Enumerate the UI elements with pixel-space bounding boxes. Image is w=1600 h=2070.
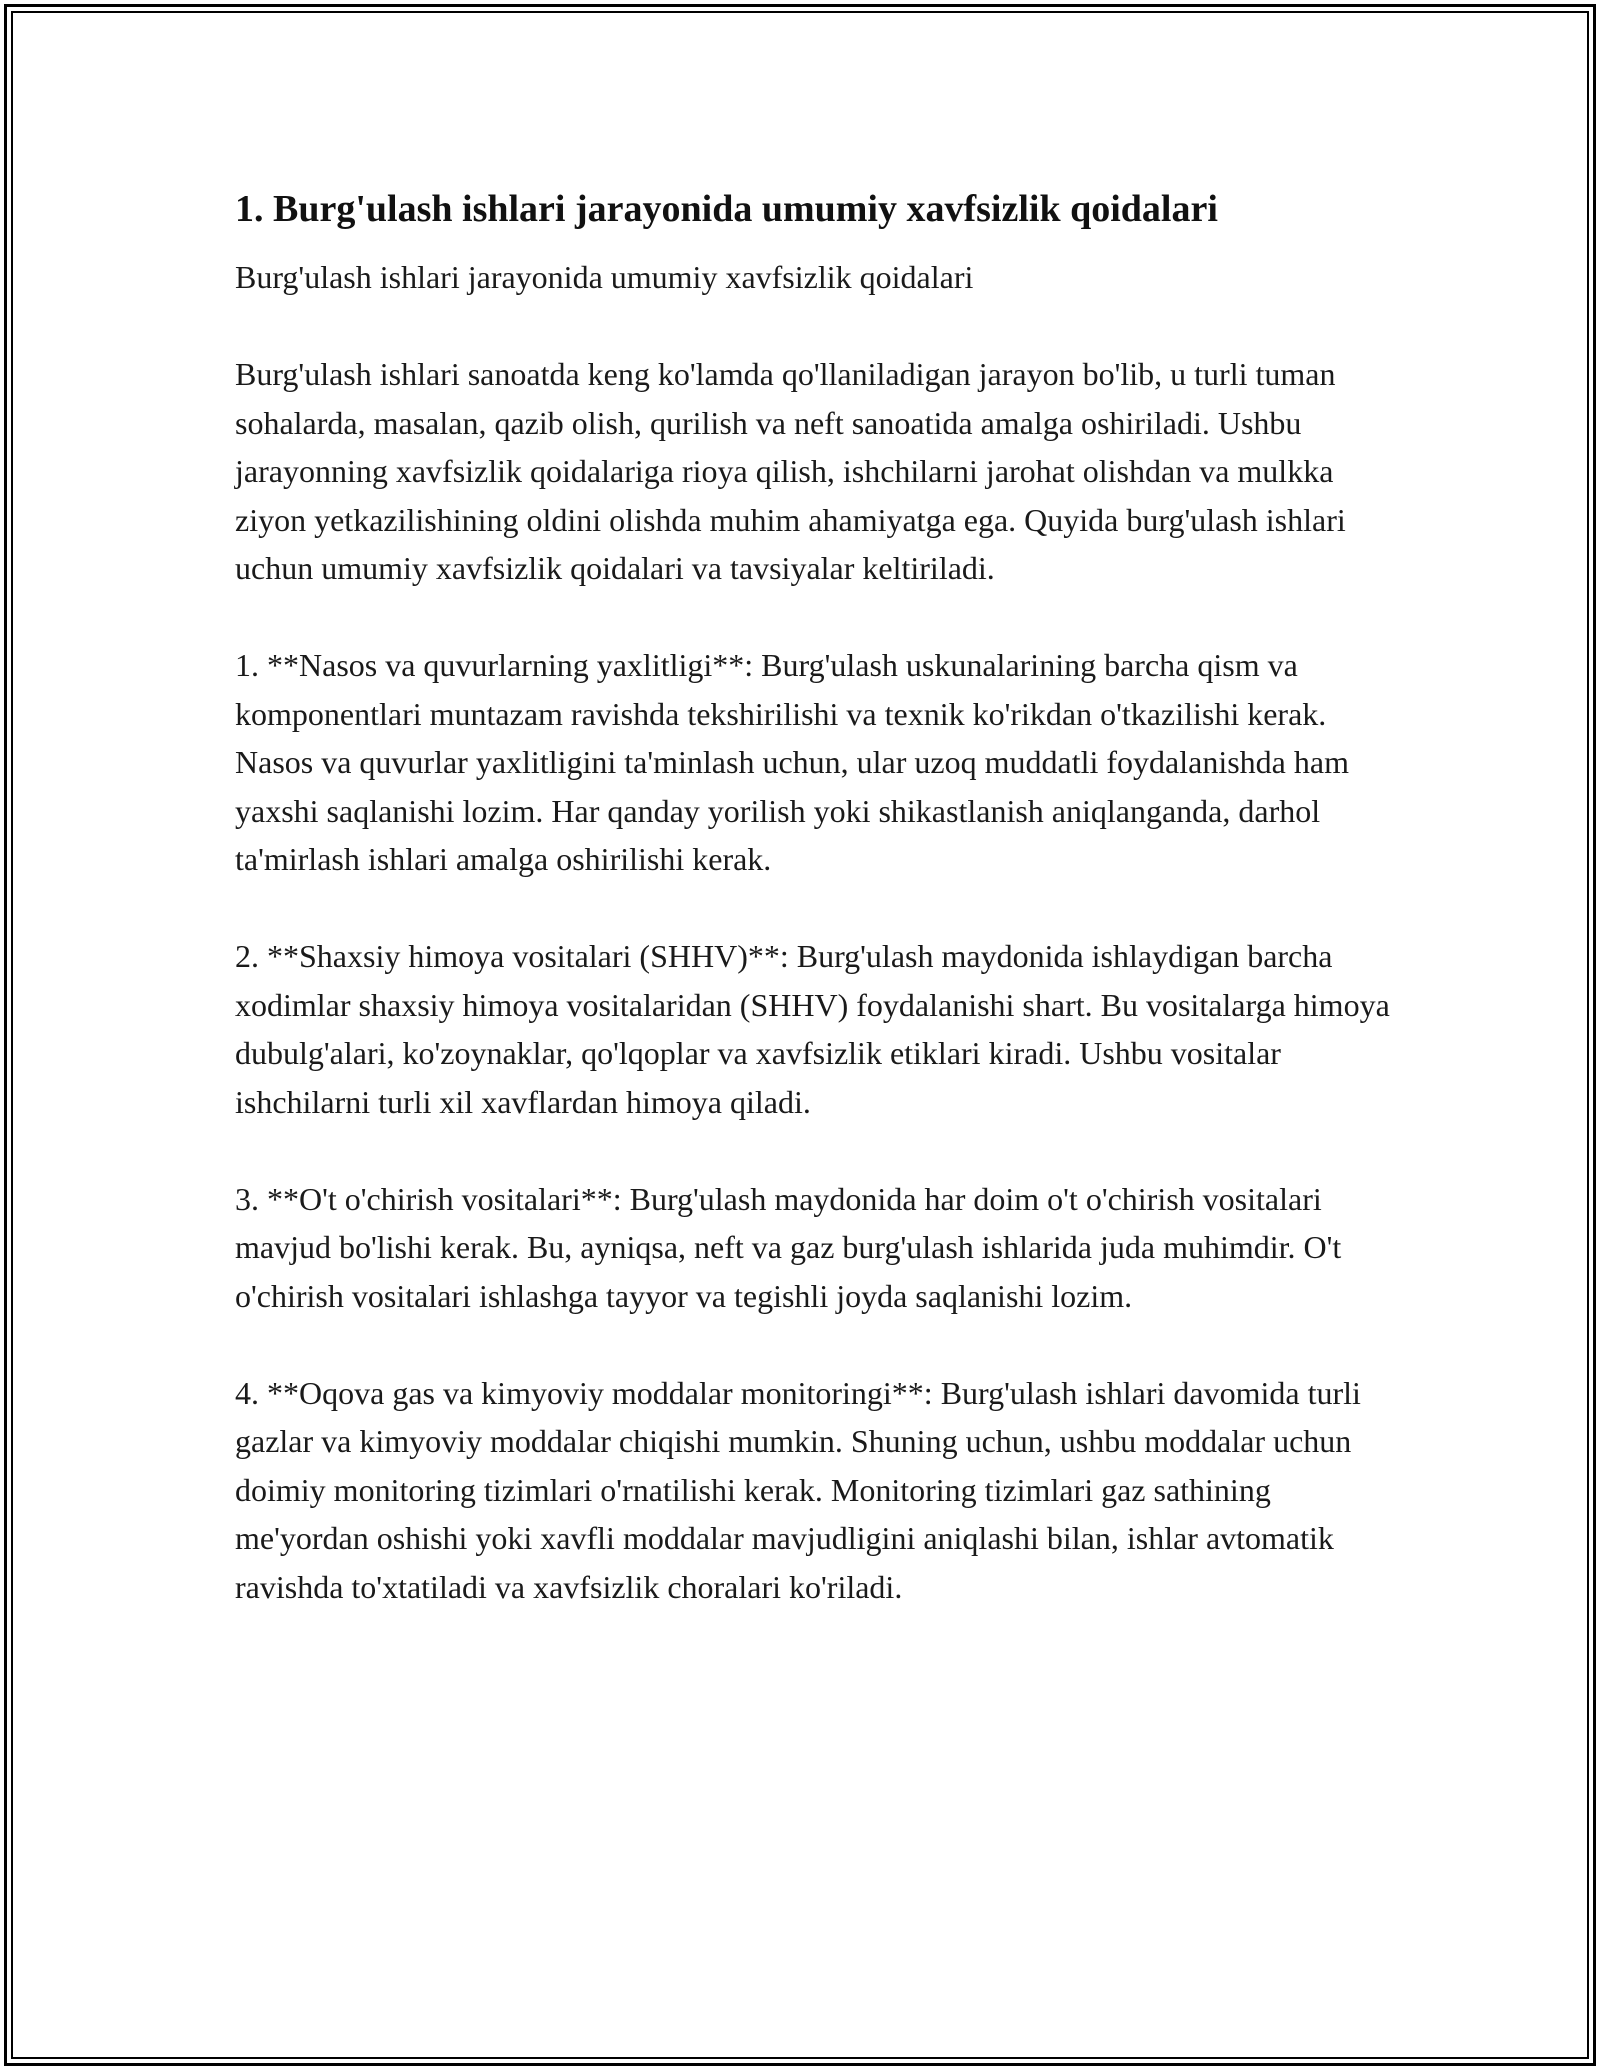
rule-paragraph-3: 3. **O't o'chirish vositalari**: Burg'ulash maydonida har doim o't o'chirish vositalari mavjud bo'lishi kerak. Bu, ayniqsa, neft va gaz burg'ulash ishlarida juda muhimdir. O't o'chirish vositalari ishlashga tayyor va tegishli joyda saqlanishi lozim. xyxy=(235,1180,1342,1314)
subtitle-paragraph: Burg'ulash ishlari jarayonida umumiy xavfsizlik qoidalari xyxy=(235,259,974,295)
intro-paragraph: Burg'ulash ishlari sanoatda keng ko'lamda qo'llaniladigan jarayon bo'lib, u turli tuman sohalarda, masalan, qazib olish, qurilish va neft sanoatida amalga oshiriladi. Ushbu jarayonning xavfsizlik qoidalariga rioya qilish, ishchilarni jarohat olishdan va mulkka ziyon yetkazilishining oldini olishda muhim ahamiyatga ega. Quyida burg'ulash ishlari uchun umumiy xavfsizlik qoidalari va tavsiyalar keltiriladi. xyxy=(235,356,1346,586)
document-body xyxy=(235,185,1395,1660)
rule-paragraph-4: 4. **Oqova gas va kimyoviy moddalar monitoringi**: Burg'ulash ishlari davomida turli gazlar va kimyoviy moddalar chiqishi mumkin. Shuning uchun, ushbu moddalar uchun doimiy monitoring tizimlari o'rnatilishi kerak. Monitoring tizimlari gaz sathining me'yordan oshishi yoki xavfli moddalar mavjudligini aniqlashi bilan, ishlar avtomatik ravishda to'xtatiladi va xavfsizlik choralari ko'riladi. xyxy=(235,1374,1361,1605)
rule-paragraph-2: 2. **Shaxsiy himoya vositalari (SHHV)**: Burg'ulash maydonida ishlaydigan barcha xodimlar shaxsiy himoya vositalaridan (SHHV) foydalanishi shart. Bu vositalarga himoya dubulg'alari, ko'zoynaklar, qo'lqoplar va xavfsizlik etiklari kiradi. Ushbu vositalar ishchilarni turli xil xavflardan himoya qiladi. xyxy=(235,938,1390,1120)
document-title: 1. Burg'ulash ishlari jarayonida umumiy xavfsizlik qoidalari xyxy=(235,188,1218,230)
rule-paragraph-1: 1. **Nasos va quvurlarning yaxlitligi**: Burg'ulash uskunalarining barcha qism va komponentlari muntazam ravishda tekshirilishi va texnik ko'rikdan o'tkazilishi kerak. Nasos va quvurlar yaxlitligini ta'minlash uchun, ular uzoq muddatli foydalanishda ham yaxshi saqlanishi lozim. Har qanday yorilish yoki shikastlanish aniqlanganda, darhol ta'mirlash ishlari amalga oshirilishi kerak. xyxy=(235,647,1349,877)
